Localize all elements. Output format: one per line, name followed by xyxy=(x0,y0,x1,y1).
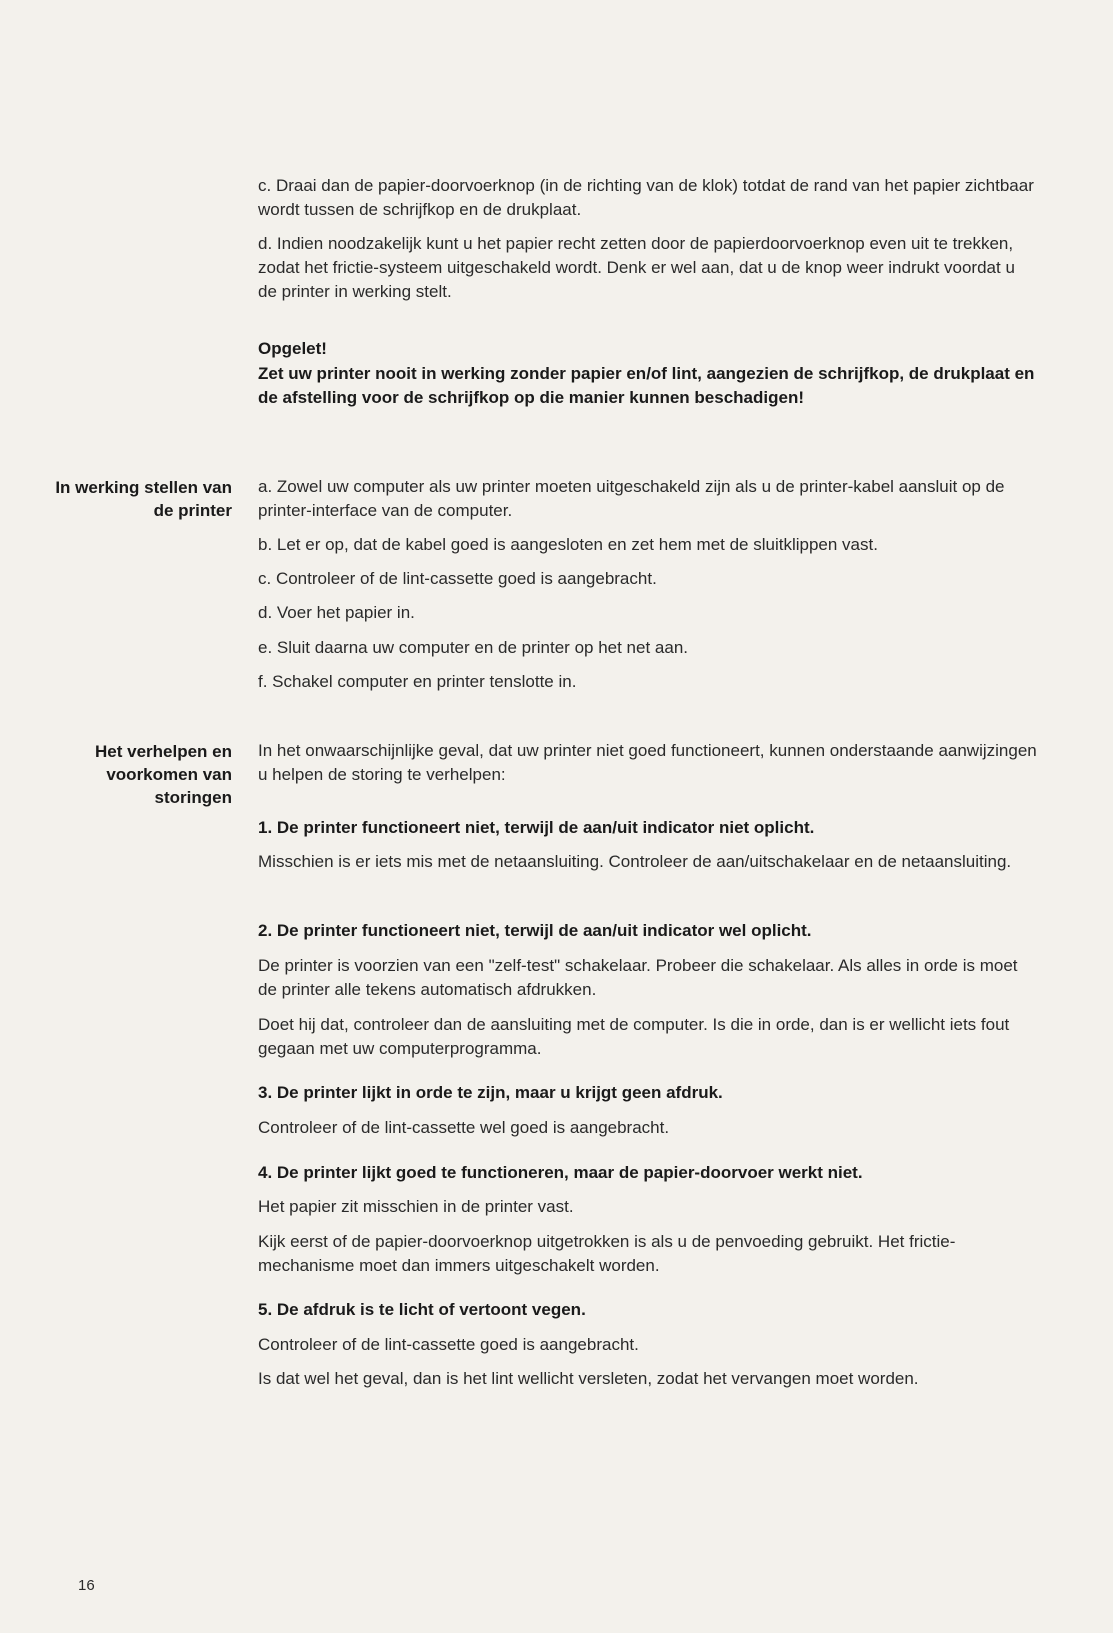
werking-step-e: e. Sluit daarna uw computer en de printer op het net aan. xyxy=(258,638,688,657)
page-number: 16 xyxy=(78,1577,95,1594)
problem-4-text-2: Kijk eerst of de papier-doorvoerknop uitgetrokken is als u de penvoeding gebruikt. Het frictie-mechanisme moet dan immers uitgeschakelt worden. xyxy=(258,1232,956,1275)
werking-step-d: d. Voer het papier in. xyxy=(258,603,415,622)
problem-2-text-2: Doet hij dat, controleer dan de aansluiting met de computer. Is die in orde, dan is er wellicht iets fout gegaan met uw computerprogramma. xyxy=(258,1015,1010,1058)
problem-5-text-2: Is dat wel het geval, dan is het lint wellicht versleten, zodat het vervangen moet worden. xyxy=(258,1369,919,1388)
problem-1-text: Misschien is er iets mis met de netaansluiting. Controleer de aan/uitschakelaar en de netaansluiting. xyxy=(258,852,1012,871)
werking-step-a: a. Zowel uw computer als uw printer moeten uitgeschakeld zijn als u de printer-kabel aansluit op de printer-interface van de computer. xyxy=(258,477,1005,520)
side-title-storingen: Het verhelpen en voorkomen van storingen xyxy=(95,742,232,807)
problem-2-heading: 2. De printer functioneert niet, terwijl de aan/uit indicator wel oplicht. xyxy=(258,921,812,940)
warning-text: Zet uw printer nooit in werking zonder papier en/of lint, aangezien de schrijfkop, de drukplaat en de afstelling voor de schrijfkop op die manier kunnen beschadigen! xyxy=(258,364,1035,407)
problem-4-heading: 4. De printer lijkt goed te functioneren, maar de papier-doorvoer werkt niet. xyxy=(258,1163,863,1182)
problem-1-heading: 1. De printer functioneert niet, terwijl de aan/uit indicator niet oplicht. xyxy=(258,818,815,837)
warning-title: Opgelet! xyxy=(258,339,327,358)
storingen-intro: In het onwaarschijnlijke geval, dat uw printer niet goed functioneert, kunnen onderstaande aanwijzingen u helpen de storing te verhelpen: xyxy=(258,741,1037,784)
intro-step-c: c. Draai dan de papier-doorvoerknop (in de richting van de klok) totdat de rand van het papier zichtbaar wordt tussen de schrijfkop en de drukplaat. xyxy=(258,176,1034,219)
intro-step-d: d. Indien noodzakelijk kunt u het papier recht zetten door de papierdoorvoerknop even uit te trekken, zodat het frictie-systeem uitgeschakeld wordt. Denk er wel aan, dat u de knop weer indrukt voordat u de printer in werking stelt. xyxy=(258,234,1015,301)
problem-5-heading: 5. De afdruk is te licht of vertoont vegen. xyxy=(258,1300,586,1319)
werking-step-b: b. Let er op, dat de kabel goed is aangesloten en zet hem met de sluitklippen vast. xyxy=(258,535,878,554)
problem-2-text-1: De printer is voorzien van een "zelf-test" schakelaar. Probeer die schakelaar. Als alles in orde is moet de printer alle tekens automatisch afdrukken. xyxy=(258,956,1018,999)
werking-step-f: f. Schakel computer en printer tenslotte in. xyxy=(258,672,577,691)
problem-4-text-1: Het papier zit misschien in de printer vast. xyxy=(258,1197,574,1216)
problem-5-text-1: Controleer of de lint-cassette goed is aangebracht. xyxy=(258,1335,639,1354)
werking-step-c: c. Controleer of de lint-cassette goed is aangebracht. xyxy=(258,569,657,588)
problem-3-text: Controleer of de lint-cassette wel goed is aangebracht. xyxy=(258,1118,670,1137)
problem-3-heading: 3. De printer lijkt in orde te zijn, maar u krijgt geen afdruk. xyxy=(258,1083,723,1102)
side-title-werking: In werking stellen van de printer xyxy=(55,478,232,520)
